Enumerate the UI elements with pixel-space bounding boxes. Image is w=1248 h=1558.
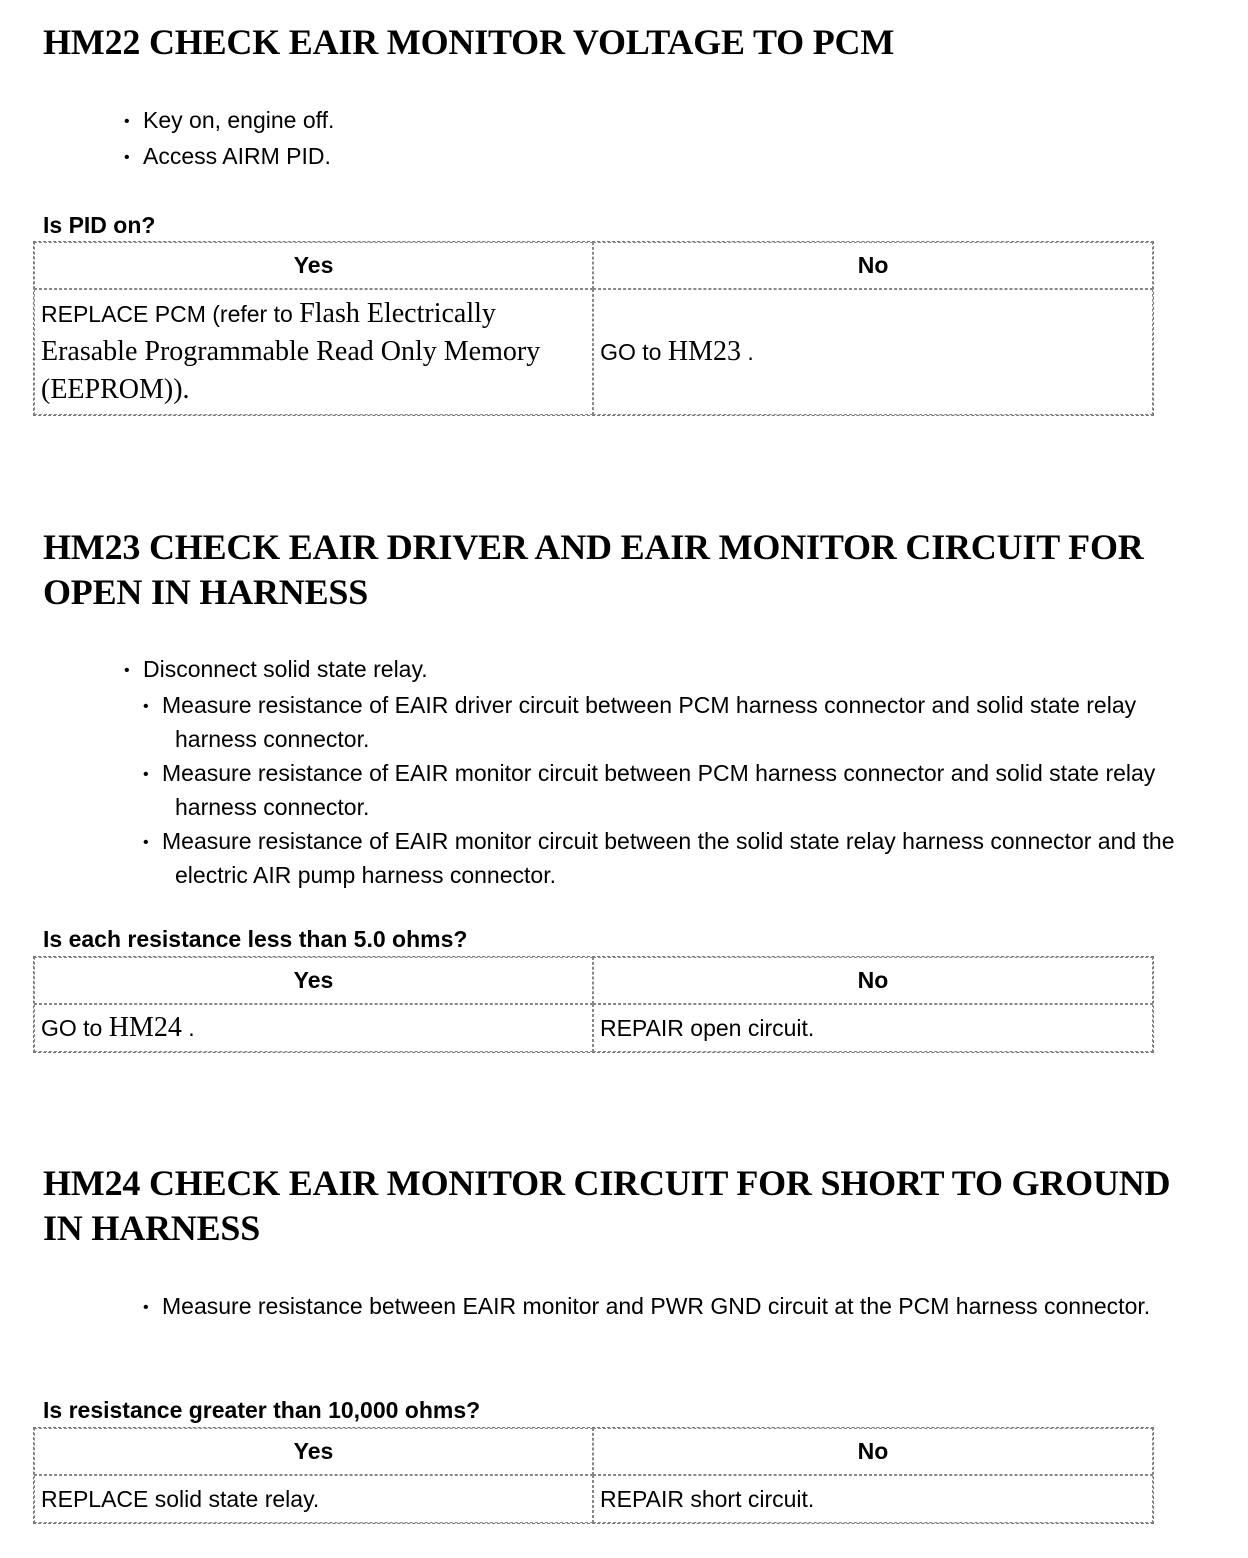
yes-cell: REPLACE PCM (refer to Flash Electrically Erasable Programmable Read Only Memory (EEPROM)). [34,289,593,415]
list-item: • Measure resistance of EAIR monitor circuit between PCM harness connector and solid state relay harness connector. [143,760,1156,820]
bullet-icon: • [124,113,130,130]
question-hm23: Is each resistance less than 5.0 ohms? [43,926,468,952]
list-item: • Access AIRM PID. [124,140,1214,174]
steps-list-hm24 [124,1290,1214,1326]
yes-cell: REPLACE solid state relay. [34,1475,593,1523]
no-header: No [593,957,1153,1004]
hm23-link[interactable]: HM23 [667,336,741,367]
bullet-icon: • [143,1299,149,1316]
steps-list-hm23 [124,653,1214,893]
no-cell: REPAIR short circuit. [593,1475,1153,1523]
list-item: • Measure resistance between EAIR monitor and PWR GND circuit at the PCM harness connector. [124,1290,1214,1324]
yes-no-table-hm24 [33,1427,1154,1524]
no-cell: GO to HM23 . [593,289,1153,415]
no-header: No [593,242,1153,289]
table-header-row [34,242,1153,289]
question-hm24: Is resistance greater than 10,000 ohms? [43,1397,481,1423]
steps-list-hm22 [124,104,1214,176]
bullet-icon: • [143,834,149,851]
table-row [34,1475,1153,1523]
no-cell: REPAIR open circuit. [593,1004,1153,1052]
list-item: • Measure resistance of EAIR monitor circuit between the solid state relay harness connector and the electric AIR pump harness connector. [143,828,1175,888]
yes-no-table-hm22 [33,241,1154,416]
yes-header: Yes [34,1428,593,1475]
section-title-hm24: HM24 CHECK EAIR MONITOR CIRCUIT FOR SHORT TO GROUND IN HARNESS [43,1163,1171,1248]
bullet-icon: • [124,662,130,679]
yes-no-table-hm23 [33,956,1154,1053]
list-item: • Disconnect solid state relay. [124,653,1214,687]
yes-header: Yes [34,242,593,289]
no-header: No [593,1428,1153,1475]
table-row [34,289,1153,415]
table-header-row [34,957,1153,1004]
yes-cell: GO to HM24 . [34,1004,593,1052]
bullet-icon: • [143,698,149,715]
question-hm22: Is PID on? [43,212,156,238]
list-item: • Measure resistance of EAIR driver circuit between PCM harness connector and solid state relay harness connector. [143,692,1137,752]
table-row [34,1004,1153,1052]
bullet-icon: • [124,149,130,166]
eeprom-link[interactable]: Flash Electrically Erasable Programmable Read Only Memory (EEPROM) [41,298,541,405]
bullet-icon: • [143,766,149,783]
section-title-hm23: HM23 CHECK EAIR DRIVER AND EAIR MONITOR CIRCUIT FOR OPEN IN HARNESS [43,527,1144,612]
hm24-link[interactable]: HM24 [108,1012,182,1043]
section-title-hm22: HM22 CHECK EAIR MONITOR VOLTAGE TO PCM [43,22,895,62]
list-item: • Key on, engine off. [124,104,1214,138]
table-header-row [34,1428,1153,1475]
yes-header: Yes [34,957,593,1004]
